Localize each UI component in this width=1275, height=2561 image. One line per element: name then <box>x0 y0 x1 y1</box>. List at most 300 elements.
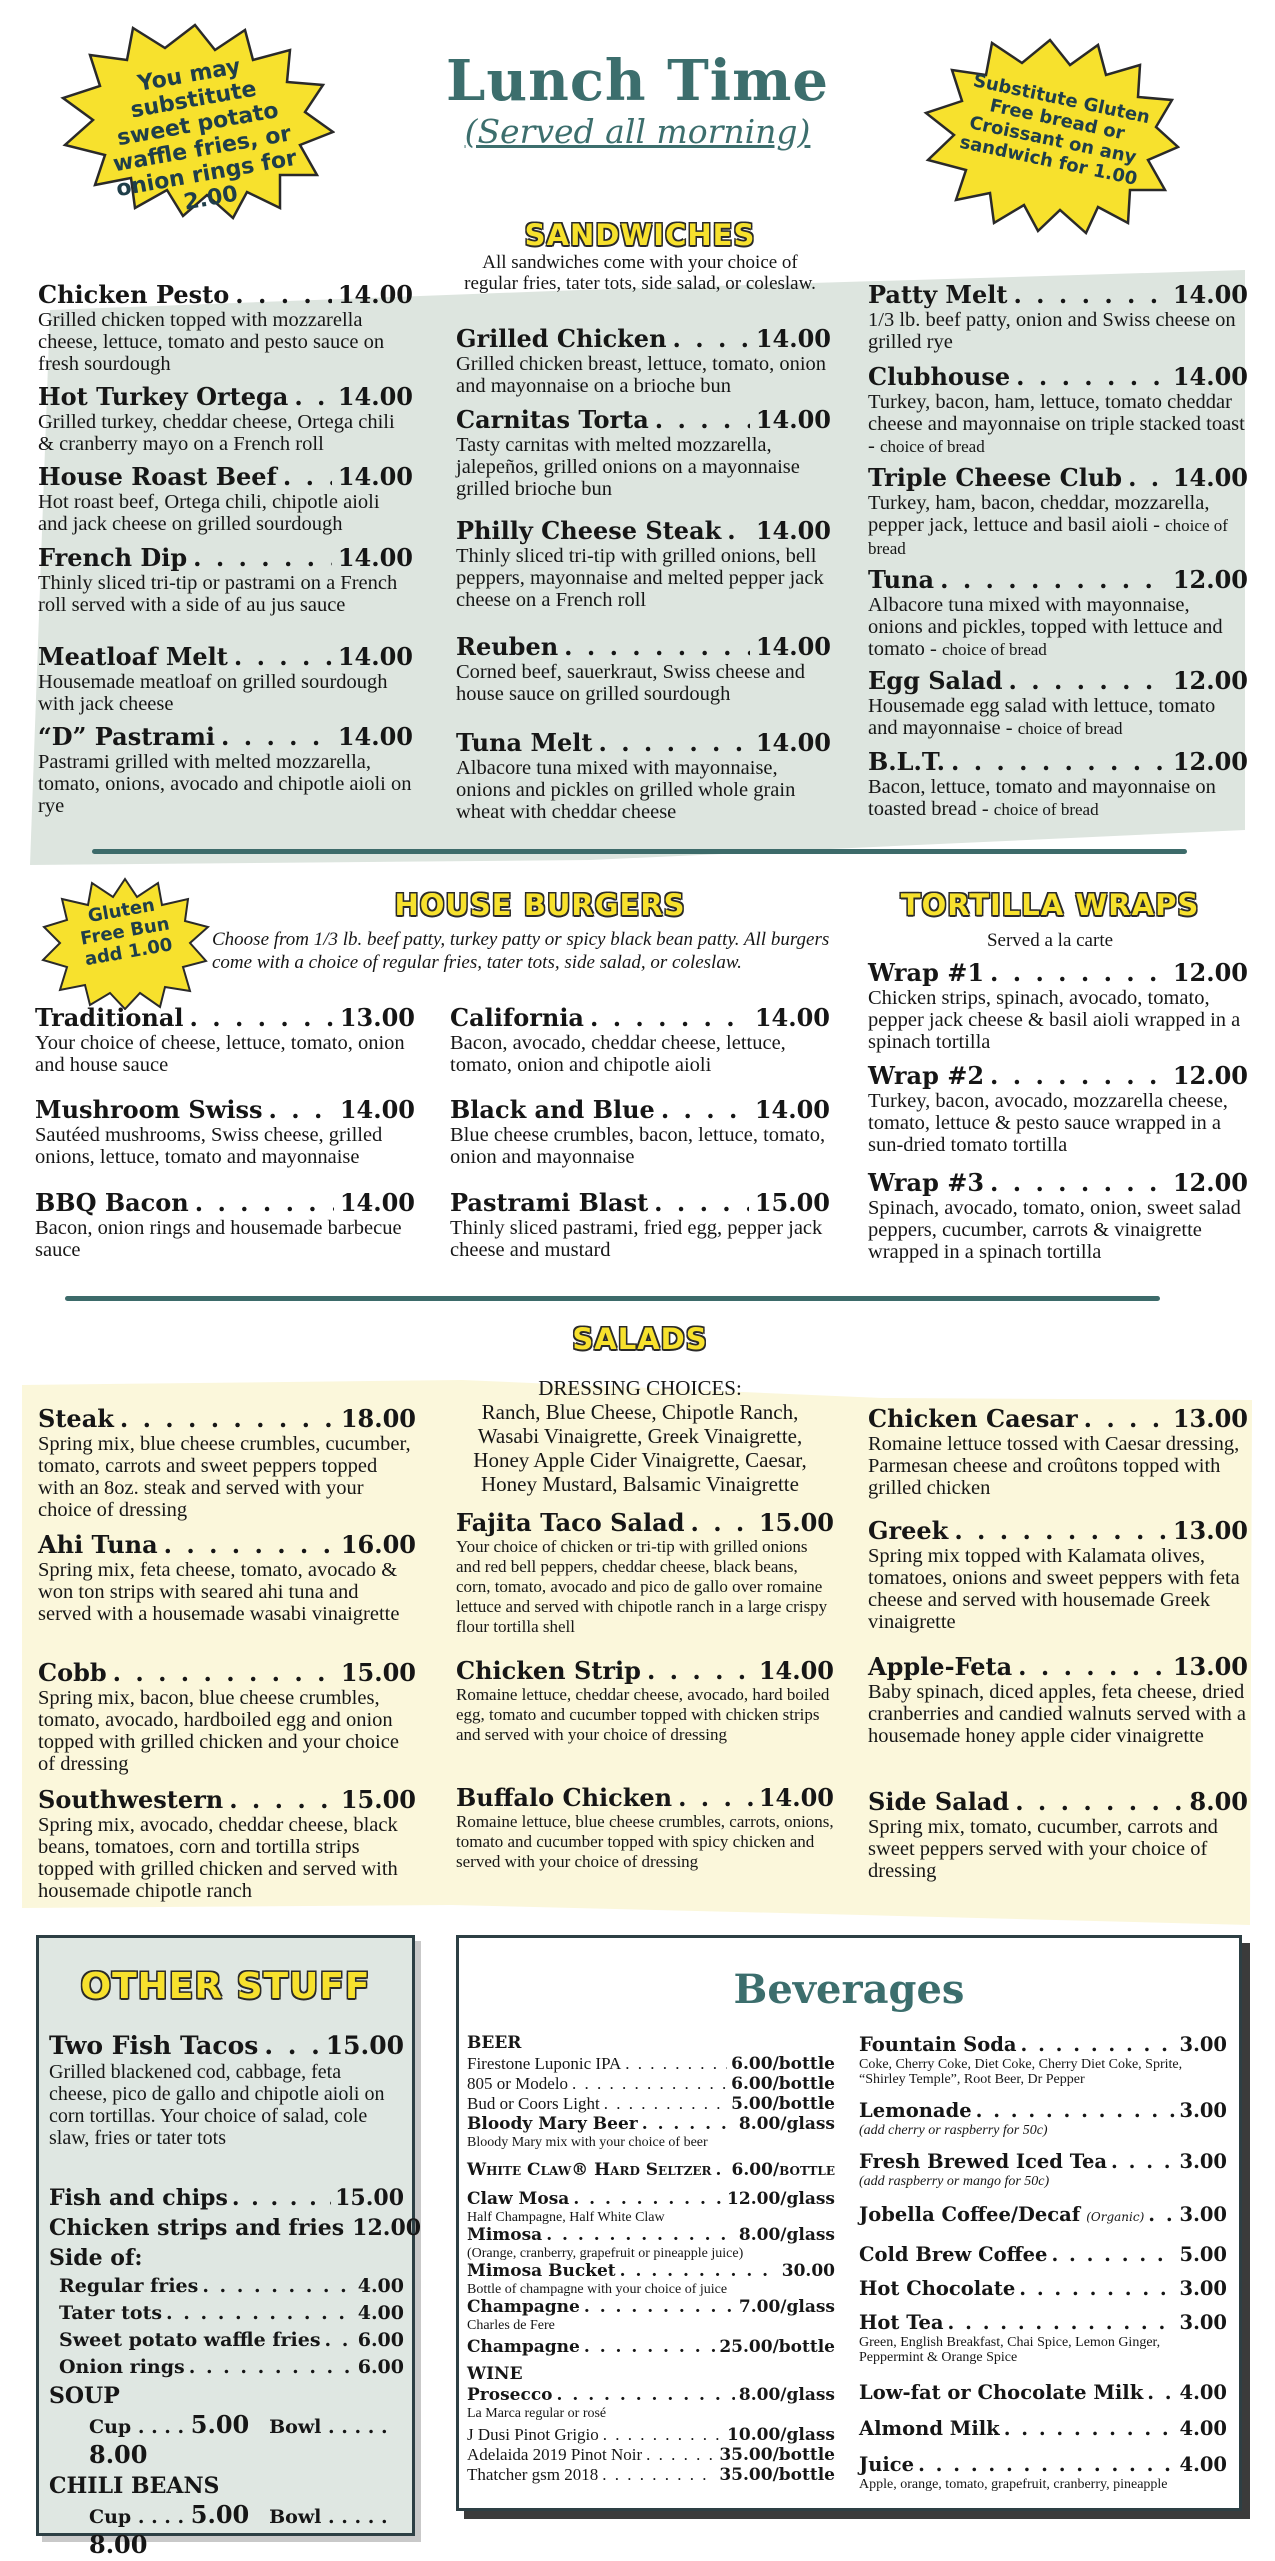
item-price: 3.00 <box>1179 2033 1227 2056</box>
leader-dots <box>325 2327 354 2354</box>
leader-dots <box>948 2311 1176 2335</box>
item-price: 14.00 <box>754 1003 830 1032</box>
menu-item <box>456 405 831 500</box>
item-desc-text: Thinly sliced tri-tip or pastrami on a French roll served with a side of au jus sauce <box>38 572 398 616</box>
item-title: Hot Tea <box>859 2311 944 2334</box>
item-description <box>868 1545 1248 1633</box>
menu-item-name <box>35 1095 415 1124</box>
item-price: 14.00 <box>337 382 413 411</box>
menu-item <box>456 324 831 397</box>
item-sub: Bottle of champagne with your choice of juice <box>467 2282 728 2297</box>
claw-mosa <box>467 2189 835 2210</box>
item-title: Steak <box>38 1404 114 1433</box>
menu-item <box>35 1095 415 1168</box>
item-desc-sub: choice of bread <box>868 516 1228 558</box>
leader-dots <box>1009 666 1167 695</box>
item-price: 12.00 <box>1172 958 1248 987</box>
item-description <box>35 1124 415 1168</box>
item-price: 30.00 <box>781 2261 835 2281</box>
item-desc-text: Housemade meatloaf on grilled sourdough with jack cheese <box>38 671 388 715</box>
item-price: 14.00 <box>754 1095 830 1124</box>
item-description: Grilled blackened cod, cabbage, feta cheese, pico de gallo and chipotle aioli on corn tortillas. Your choice of salad, cole slaw, fries or tater tots <box>49 2061 385 2149</box>
soup-label: SOUP <box>49 2383 120 2409</box>
item-description <box>38 1559 416 1625</box>
leader-dots <box>229 1785 335 1814</box>
item-desc-text: Romaine lettuce, blue cheese crumbles, carrots, onions, tomato and cucumber topped with spicy chicken and served with your choice of dressing <box>456 1812 834 1871</box>
item-title: Meatloaf Melt <box>38 642 228 671</box>
item-desc-text: Spring mix, feta cheese, tomato, avocado & won ton strips with seared ahi tuna and served with a housemade wasabi vinaigrette <box>38 1559 400 1625</box>
beverage-item <box>859 2099 1227 2123</box>
item-description <box>868 1197 1248 1263</box>
bowl-label: Bowl <box>269 2506 322 2528</box>
item-sub: Half Champagne, Half White Claw <box>467 2210 665 2225</box>
item-sub: Bloody Mary mix with your choice of beer <box>467 2135 708 2150</box>
item-title: Juice <box>859 2453 915 2476</box>
item-price: 4.00 <box>357 2302 404 2324</box>
item-title: Hot Turkey Ortega <box>38 382 289 411</box>
menu-item <box>38 382 413 455</box>
beverage-item <box>467 2445 835 2465</box>
beverage-item <box>467 2094 835 2114</box>
leader-dots <box>264 2030 319 2061</box>
leader-dots <box>235 280 332 309</box>
bowl-price: 8.00 <box>89 2440 148 2469</box>
item-description <box>456 661 831 705</box>
menu-item-name <box>456 516 831 545</box>
item-desc-text: Bacon, lettuce, tomato and mayonnaise on toasted bread - <box>868 776 1216 820</box>
item-price: 5.00 <box>1179 2243 1227 2266</box>
leader-dots <box>234 642 332 671</box>
item-description <box>456 757 831 823</box>
other-heading: OTHER STUFF <box>80 1966 371 2007</box>
leader-dots <box>646 2445 715 2464</box>
item-title: Patty Melt <box>868 280 1008 309</box>
bowl-label: Bowl <box>269 2416 322 2438</box>
menu-item-name <box>38 642 413 671</box>
item-description <box>38 1687 416 1775</box>
item-price: 15.00 <box>758 1508 834 1537</box>
leader-dots <box>642 2114 735 2135</box>
item-title: Grilled Chicken <box>456 324 667 353</box>
item-price: 14.00 <box>1172 280 1248 309</box>
item-desc-text: Spring mix, avocado, cheddar cheese, black beans, tomatoes, corn and tortilla strips topped with grilled chicken and served with housemade chipotle ranch <box>38 1814 398 1902</box>
leader-dots <box>166 2300 354 2327</box>
item-title: Fountain Soda <box>859 2033 1017 2056</box>
item-sub: Charles de Fere <box>467 2318 555 2333</box>
item-description <box>35 1217 415 1261</box>
item-desc-text: Your choice of chicken or tri-tip with grilled onions and red bell peppers, cheddar cheese, black beans, corn, tomato, avocado and pico de gallo over romaine lettuce and served with chipotle ranch in a large crispy flour tortilla shell <box>456 1537 828 1636</box>
menu-item <box>868 463 1248 560</box>
item-price: 14.00 <box>1172 463 1248 492</box>
beverage-item <box>859 2453 1227 2477</box>
item-title: Firestone Luponic IPA <box>467 2054 622 2073</box>
item-title: Champagne <box>467 2337 580 2357</box>
bowl-price: 8.00 <box>89 2530 148 2559</box>
item-desc-text: Thinly sliced pastrami, fried egg, pepper jack cheese and mustard <box>450 1217 823 1261</box>
item-price: 14.00 <box>1172 362 1248 391</box>
item-title: Clubhouse <box>868 362 1011 391</box>
item-price: 18.00 <box>340 1404 416 1433</box>
item-sub: (add cherry or raspberry for 50c) <box>859 2123 1048 2138</box>
item-desc-sub: choice of bread <box>1017 719 1123 738</box>
menu-item-name <box>456 405 831 434</box>
item-desc-text: Albacore tuna mixed with mayonnaise, onions and pickles, topped with lettuce and tomato - <box>868 594 1223 660</box>
item-sub: (add raspberry or mango for 50c) <box>859 2174 1050 2189</box>
menu-item-name <box>49 2030 404 2061</box>
menu-item <box>38 642 413 715</box>
item-title: Prosecco <box>467 2385 553 2405</box>
item-desc-sub: choice of bread <box>879 437 985 456</box>
item-desc-text: Turkey, bacon, avocado, mozzarella cheese, tomato, lettuce & pesto sauce wrapped in a sun-dried tomato tortilla <box>868 1090 1228 1156</box>
item-title: Hot Chocolate <box>859 2277 1016 2300</box>
beverage-item <box>859 2150 1227 2174</box>
leader-dots <box>269 1095 334 1124</box>
menu-item <box>38 462 413 535</box>
item-price: 13.00 <box>1172 1404 1248 1433</box>
item-description <box>868 987 1248 1053</box>
item-price: 6.00 <box>357 2356 404 2378</box>
item-description <box>456 353 831 397</box>
leader-dots <box>1013 280 1166 309</box>
sandwiches-note: All sandwiches come with your choice of regular fries, tater tots, side salad, or coleslaw. <box>464 252 816 294</box>
leader-dots <box>557 2385 735 2406</box>
salads-heading: SALADS <box>572 1322 708 1356</box>
leader-dots <box>727 516 750 545</box>
leader-dots <box>1148 2203 1175 2227</box>
item-description <box>450 1032 830 1076</box>
white-claw <box>467 2160 835 2181</box>
item-title: Southwestern <box>38 1785 224 1814</box>
menu-item <box>38 1658 416 1775</box>
item-title: Champagne <box>467 2297 580 2317</box>
item-description <box>450 1124 830 1168</box>
item-price: 15.00 <box>340 1785 416 1814</box>
item-desc-text: Baby spinach, diced apples, feta cheese, dried cranberries and candied walnuts served with a housemade honey apple cider vinaigrette <box>868 1681 1246 1747</box>
menu-item <box>868 1787 1248 1882</box>
wraps-note: Served a la carte <box>986 930 1114 951</box>
champagne-glass <box>467 2297 835 2318</box>
item-price: 14.00 <box>755 516 831 545</box>
leader-dots <box>951 747 1167 776</box>
item-title: Cobb <box>38 1658 107 1687</box>
burgers-heading: HOUSE BURGERS <box>394 888 686 922</box>
item-title: Bud or Coors Light <box>467 2094 600 2113</box>
item-desc-text: Grilled chicken topped with mozzarella cheese, lettuce, tomato and pesto sauce on fresh sourdough <box>38 309 385 375</box>
beverage-item <box>467 2054 835 2074</box>
item-title: Wrap #1 <box>868 958 985 987</box>
item-title: Thatcher gsm 2018 <box>467 2465 599 2484</box>
menu-item-name <box>868 747 1248 776</box>
item-price: 12.00/glass <box>727 2189 835 2209</box>
item-desc-text: Spinach, avocado, tomato, onion, sweet salad peppers, cucumber, carrots & vinaigrette wrapped in a spinach tortilla <box>868 1197 1241 1263</box>
menu-item-name <box>868 1516 1248 1545</box>
item-desc-text: Tasty carnitas with melted mozzarella, jalepeños, grilled onions on a mayonnaise grilled brioche bun <box>456 434 800 500</box>
beverages-left-column <box>467 2033 835 2485</box>
leader-dots <box>221 722 332 751</box>
item-title: Reuben <box>456 632 559 661</box>
item-description <box>38 671 413 715</box>
item-description <box>38 491 413 535</box>
leader-dots <box>604 2094 727 2113</box>
menu-item-name <box>35 1188 415 1217</box>
menu-item <box>450 1095 830 1168</box>
menu-item-name <box>868 362 1248 391</box>
menu-item-name <box>456 632 831 661</box>
item-desc-text: Grilled turkey, cheddar cheese, Ortega chili & cranberry mayo on a French roll <box>38 411 395 455</box>
burst-right-text: Substitute Gluten Free bread or Croissant on any sandwich for 1.00 <box>957 70 1152 190</box>
chili-label: CHILI BEANS <box>49 2473 220 2499</box>
menu-item-name <box>868 1787 1248 1816</box>
menu-item-name <box>38 462 413 491</box>
item-description <box>868 594 1248 661</box>
item-price: 16.00 <box>340 1530 416 1559</box>
item-title: Low-fat or Chocolate Milk <box>859 2381 1144 2404</box>
item-desc-text: Romaine lettuce tossed with Caesar dressing, Parmesan cheese and croûtons topped with grilled chicken <box>868 1433 1240 1499</box>
item-title: B.L.T. <box>868 747 945 776</box>
item-description <box>35 1032 415 1076</box>
item-title: Carnitas Torta <box>456 405 649 434</box>
item-title: Side Salad <box>868 1787 1010 1816</box>
menu-item <box>868 362 1248 458</box>
item-price: 8.00/glass <box>738 2114 835 2134</box>
sandwiches-heading: SANDWICHES <box>524 218 756 252</box>
item-desc-text: Spring mix, tomato, cucumber, carrots and sweet peppers served with your choice of dressing <box>868 1816 1218 1882</box>
leader-dots <box>564 632 750 661</box>
menu-item <box>38 1530 416 1625</box>
item-title: Adelaida 2019 Pinot Noir <box>467 2445 643 2464</box>
item-desc-sub: choice of bread <box>993 800 1099 819</box>
item-title: Wrap #2 <box>868 1061 985 1090</box>
item-price: 12.00 <box>1172 666 1248 695</box>
menu-item <box>35 1003 415 1076</box>
leader-dots <box>602 2465 715 2484</box>
item-title: Bloody Mary Beer <box>467 2114 638 2134</box>
beverage-item <box>859 2311 1227 2335</box>
item-description <box>868 309 1248 353</box>
item-price: 13.00 <box>339 1003 415 1032</box>
item-title: Fresh Brewed Iced Tea <box>859 2150 1108 2173</box>
menu-item <box>450 1003 830 1076</box>
item-title: Apple-Feta <box>868 1652 1013 1681</box>
leader-dots <box>990 1061 1167 1090</box>
beverages-box <box>456 1935 1242 2511</box>
mimosa <box>467 2225 835 2246</box>
leader-dots <box>647 1656 753 1685</box>
item-title: Tater tots <box>59 2302 163 2324</box>
item-desc-text: Thinly sliced tri-tip with grilled onions, bell peppers, mayonnaise and melted pepper jack cheese on a French roll <box>456 545 824 611</box>
item-title: 805 or Modelo <box>467 2074 569 2093</box>
beer-label: BEER <box>467 2033 522 2053</box>
menu-item-name <box>868 565 1248 594</box>
cup-price: 5.00 <box>190 2410 250 2439</box>
item-title: Tuna <box>868 565 935 594</box>
item-desc-text: Blue cheese crumbles, bacon, lettuce, tomato, onion and mayonnaise <box>450 1124 826 1168</box>
item-title: Claw Mosa <box>467 2189 570 2209</box>
menu-item-name <box>450 1003 830 1032</box>
menu-item-name <box>456 728 831 757</box>
item-price: 4.00 <box>1179 2417 1227 2440</box>
menu-item <box>38 280 413 375</box>
beverage-item <box>859 2203 1227 2229</box>
item-price: 6.00/bottle <box>731 2074 835 2094</box>
item-title: Greek <box>868 1516 949 1545</box>
item-title: Philly Cheese Steak <box>456 516 722 545</box>
item-title: Sweet potato waffle fries <box>59 2329 321 2351</box>
leader-dots <box>1018 1652 1167 1681</box>
menu-item-name <box>450 1095 830 1124</box>
item-price: 14.00 <box>337 543 413 572</box>
leader-dots <box>976 2099 1176 2123</box>
item-title: Regular fries <box>59 2275 199 2297</box>
item-title: Mushroom Swiss <box>35 1095 263 1124</box>
menu-item <box>868 958 1248 1053</box>
other-stuff-box <box>36 1935 422 2559</box>
menu-item <box>456 728 831 823</box>
leader-dots <box>232 2183 331 2213</box>
beverage-item <box>859 2417 1227 2441</box>
dressing-title: DRESSING CHOICES: <box>538 1376 742 1400</box>
item-sub: (Orange, cranberry, grapefruit or pineapple juice) <box>467 2246 744 2261</box>
menu-item-name <box>868 1168 1248 1197</box>
item-description <box>868 776 1248 821</box>
side-item <box>59 2354 404 2381</box>
menu-item <box>868 666 1248 740</box>
beverage-item <box>859 2277 1227 2301</box>
item-title: “D” Pastrami <box>38 722 216 751</box>
item-price: 15.00 <box>335 2185 404 2211</box>
side-item <box>59 2327 404 2354</box>
menu-item-name <box>38 722 413 751</box>
leader-dots <box>573 2189 723 2210</box>
item-price: 8.00 <box>1189 1787 1248 1816</box>
item-description <box>38 309 413 375</box>
menu-item <box>38 1404 416 1521</box>
leader-dots <box>189 2354 354 2381</box>
item-desc-text: Chicken strips, spinach, avocado, tomato, pepper jack cheese & basil aioli wrapped in a spinach tortilla <box>868 987 1241 1053</box>
item-description <box>868 1433 1248 1499</box>
item-title: Triple Cheese Club <box>868 463 1123 492</box>
leader-dots <box>620 2261 778 2282</box>
item-title: Mimosa Bucket <box>467 2261 616 2281</box>
item-price: 8.00/glass <box>738 2385 835 2405</box>
item-title: White Claw® Hard Seltzer <box>467 2160 712 2180</box>
item-price: 13.00 <box>1172 1652 1248 1681</box>
item-description <box>868 1681 1248 1747</box>
item-price: 14.00 <box>337 280 413 309</box>
menu-item <box>456 1783 834 1872</box>
item-desc-text: Spring mix topped with Kalamata olives, tomatoes, onions and sweet peppers with feta cheese and served with housemade Greek vinaigrette <box>868 1545 1240 1633</box>
item-price: 14.00 <box>755 632 831 661</box>
item-sub: (Organic) <box>1086 2210 1145 2224</box>
leader-dots <box>572 2074 727 2093</box>
menu-item <box>868 747 1248 821</box>
menu-item-name <box>38 1785 416 1814</box>
item-description <box>456 545 831 611</box>
item-price: 3.00 <box>1179 2203 1227 2226</box>
item-title: Pastrami Blast <box>450 1188 649 1217</box>
bloody-mary <box>467 2114 835 2135</box>
menu-item-name <box>38 280 413 309</box>
item-title: Lemonade <box>859 2099 972 2122</box>
item-description <box>868 1090 1248 1156</box>
leader-dots <box>202 2273 353 2300</box>
item-title: Black and Blue <box>450 1095 655 1124</box>
menu-item-name <box>868 958 1248 987</box>
item-desc-text: Hot roast beef, Ortega chili, chipotle aioli and jack cheese on grilled sourdough <box>38 491 380 535</box>
item-title: Cold Brew Coffee <box>859 2243 1048 2266</box>
leader-dots <box>294 382 332 411</box>
leader-dots <box>661 1095 749 1124</box>
leader-dots <box>625 2054 727 2073</box>
item-desc-text: Turkey, bacon, ham, lettuce, tomato cheddar cheese and mayonnaise on triple stacked toast - <box>868 391 1245 457</box>
item-description <box>868 1816 1248 1882</box>
leader-dots <box>918 2453 1175 2477</box>
item-title: Chicken strips and fries <box>49 2215 345 2241</box>
menu-item-name <box>38 382 413 411</box>
item-price: 25.00/bottle <box>719 2337 835 2357</box>
dressing-list: Ranch, Blue Cheese, Chipotle Ranch, Wasabi Vinaigrette, Greek Vinaigrette, Honey Apple Cider Vinaigrette, Caesar, Honey Mustard, Balsamic Vinaigrette <box>473 1400 807 1496</box>
item-price: 3.00 <box>1179 2150 1227 2173</box>
item-desc-text: Housemade egg salad with lettuce, tomato and mayonnaise - <box>868 695 1216 739</box>
item-title: Mimosa <box>467 2225 543 2245</box>
item-price: 6.00/bottle <box>731 2054 835 2074</box>
champagne-bottle <box>467 2337 835 2358</box>
item-desc-text: Bacon, avocado, cheddar cheese, lettuce, tomato, onion and chipotle aioli <box>450 1032 786 1076</box>
item-desc-text: Spring mix, bacon, blue cheese crumbles, tomato, avocado, hardboiled egg and onion topped with grilled chicken and your choice of dressing <box>38 1687 399 1775</box>
item-title: Traditional <box>35 1003 184 1032</box>
item-price: 6.00/bottle <box>731 2160 835 2180</box>
item-price: 6.00 <box>357 2329 404 2351</box>
item-description <box>868 695 1248 740</box>
leader-dots <box>193 543 332 572</box>
leader-dots <box>190 1003 334 1032</box>
menu-item-name <box>38 1404 416 1433</box>
item-price: 14.00 <box>758 1783 834 1812</box>
item-price: 14.00 <box>339 1188 415 1217</box>
item-desc-sub: choice of bread <box>942 640 1047 659</box>
leader-dots <box>1128 463 1167 492</box>
item-desc-text: 1/3 lb. beef patty, onion and Swiss cheese on grilled rye <box>868 309 1236 353</box>
item-price: 3.00 <box>1179 2311 1227 2334</box>
item-description <box>456 434 831 500</box>
menu-item-name <box>868 666 1248 695</box>
page-subtitle: (Served all morning) <box>464 112 811 151</box>
item-price: 14.00 <box>337 642 413 671</box>
menu-item-name <box>868 463 1248 492</box>
leader-dots <box>283 462 332 491</box>
item-price: 14.00 <box>337 462 413 491</box>
item-price: 14.00 <box>339 1095 415 1124</box>
menu-item <box>868 565 1248 661</box>
item-title: Buffalo Chicken <box>456 1783 673 1812</box>
item-price: 12.00 <box>1172 1168 1248 1197</box>
item-description <box>868 391 1248 458</box>
item-price: 7.00/glass <box>738 2297 835 2317</box>
menu-item-name <box>456 324 831 353</box>
item-title: Egg Salad <box>868 666 1003 695</box>
leader-dots <box>195 1188 334 1217</box>
menu-item-name <box>456 1783 834 1812</box>
item-sub: Coke, Cherry Coke, Diet Coke, Cherry Diet Coke, Sprite, “Shirley Temple”, Root Beer, Dr Pepper <box>859 2057 1183 2087</box>
leader-dots <box>546 2225 735 2246</box>
item-title: Two Fish Tacos <box>49 2031 259 2060</box>
item-price: 3.00 <box>1179 2099 1227 2122</box>
item-desc-text: Bacon, onion rings and housemade barbecue sauce <box>35 1217 402 1261</box>
page-title: Lunch Time <box>446 48 829 114</box>
leader-dots <box>673 324 750 353</box>
burst-gluten-free-text: Gluten Free Bun add 1.00 <box>78 894 175 971</box>
item-description <box>38 572 413 616</box>
